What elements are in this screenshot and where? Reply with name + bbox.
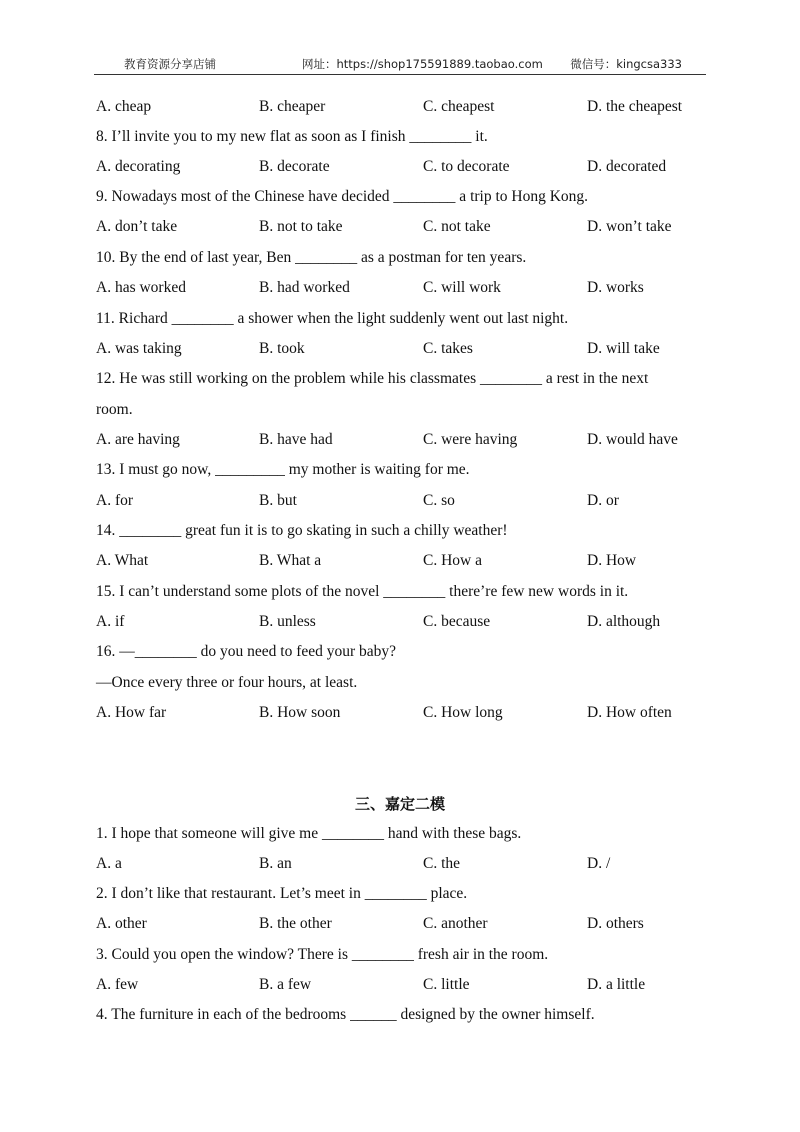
option-b: B. unless [259,613,316,630]
option-a: A. other [96,915,147,932]
option-a: A. don’t take [96,218,178,235]
question-text: 10. By the end of last year, Ben ________ as a postman for ten years. [96,249,527,266]
option-b: B. took [259,340,305,357]
option-b: B. had worked [259,279,350,296]
option-a: A. a [96,855,122,872]
option-a: A. was taking [96,340,182,357]
option-b: B. How soon [259,704,341,721]
header-shop-name: 教育资源分享店铺 [124,57,216,71]
option-d: D. the cheapest [587,98,683,115]
option-d: D. or [587,492,619,509]
option-d: D. others [587,915,644,932]
question-text: 8. I’ll invite you to my new flat as soon as I finish ________ it. [96,128,488,145]
option-a: A. are having [96,431,180,448]
question-text: 16. —________ do you need to feed your baby? [96,643,397,660]
option-b: B. cheaper [259,98,326,115]
option-b: B. What a [259,552,322,569]
option-a: A. has worked [96,279,186,296]
option-c: C. another [423,915,488,932]
header-url: 网址：https://shop175591889.taobao.com [302,57,543,71]
section-title: 三、嘉定二模 [354,795,445,813]
option-c: C. cheapest [423,98,495,115]
option-c: C. so [423,492,455,509]
option-d: D. a little [587,976,646,993]
question-text: 2. I don’t like that restaurant. Let’s meet in ________ place. [96,885,468,902]
option-c: C. How long [423,704,503,721]
option-c: C. little [423,976,470,993]
question-text: 1. I hope that someone will give me ________ hand with these bags. [96,825,522,842]
option-c: C. will work [423,279,501,296]
option-d: D. won’t take [587,218,672,235]
option-d: D. would have [587,431,678,448]
option-c: C. to decorate [423,158,510,175]
option-b: B. a few [259,976,312,993]
option-d: D. although [587,613,661,630]
question-text-continued: room. [96,401,133,418]
option-d: D. will take [587,340,660,357]
option-b: B. an [259,855,292,872]
question-text: 3. Could you open the window? There is ________ fresh air in the room. [96,946,549,963]
question-text: 12. He was still working on the problem while his classmates ________ a rest in the next [96,370,649,387]
option-a: A. What [96,552,149,569]
option-d: D. How [587,552,637,569]
header-wechat: 微信号：kingcsa333 [570,57,682,71]
option-c: C. the [423,855,461,872]
option-c: C. because [423,613,491,630]
option-a: A. cheap [96,98,152,115]
option-a: A. if [96,613,125,630]
header-rule [94,74,706,75]
option-c: C. not take [423,218,491,235]
option-c: C. How a [423,552,482,569]
option-d: D. / [587,855,611,872]
question-text: 14. ________ great fun it is to go skating in such a chilly weather! [96,522,508,539]
option-a: A. decorating [96,158,181,175]
answer-text: —Once every three or four hours, at least. [96,674,358,691]
question-text: 15. I can’t understand some plots of the novel ________ there’re few new words in it. [96,583,629,600]
question-text: 11. Richard ________ a shower when the light suddenly went out last night. [96,310,569,327]
option-b: B. have had [259,431,333,448]
page-header [94,56,706,74]
question-text: 9. Nowadays most of the Chinese have decided ________ a trip to Hong Kong. [96,188,589,205]
option-a: A. How far [96,704,167,721]
option-a: A. few [96,976,139,993]
option-b: B. not to take [259,218,343,235]
option-d: D. works [587,279,644,296]
option-a: A. for [96,492,134,509]
option-b: B. decorate [259,158,330,175]
question-text: 13. I must go now, _________ my mother is waiting for me. [96,461,470,478]
question-text: 4. The furniture in each of the bedrooms ______ designed by the owner himself. [96,1006,595,1023]
option-b: B. but [259,492,297,509]
option-c: C. takes [423,340,473,357]
option-d: D. decorated [587,158,667,175]
option-d: D. How often [587,704,672,721]
option-c: C. were having [423,431,518,448]
option-b: B. the other [259,915,332,932]
